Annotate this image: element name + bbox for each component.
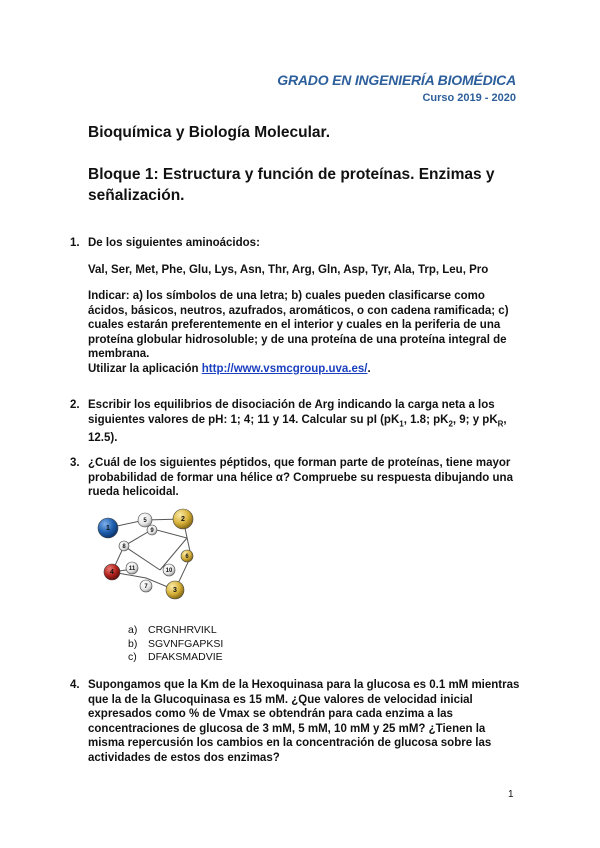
residue-label-7: 7 xyxy=(144,584,148,591)
app-suffix: . xyxy=(367,362,371,375)
app-link[interactable]: http://www.vsmcgroup.uva.es/ xyxy=(201,362,368,375)
question-number: 1. xyxy=(70,237,80,249)
residue-label-5: 5 xyxy=(143,518,147,525)
option-letter: c) xyxy=(128,651,137,663)
question-text-part: , 9; y pK xyxy=(452,413,498,426)
residue-label-9: 9 xyxy=(150,528,154,535)
question-text: Supongamos que la Km de la Hexoquinasa para la glucosa es 0.1 mM mientras que la de la Glucoquinasa es 15 mM. ¿Que valores de velocidad inicial expresados como % de Vmax se obtendrán para cada enzima a las concentraciones de glucosa de 3 mM, 5 mM, 10 mM y 25 mM? ¿Tienen la misma repercusión los cambios en la concentración de glucosa sobre las actividades de estos dos enzimas? xyxy=(88,679,520,764)
question-text: ¿Cuál de los siguientes péptidos, que forman parte de proteínas, tiene mayor probabilidad de formar una hélice α? Compruebe su respuesta dibujando una rueda helicoidal. xyxy=(88,457,513,498)
helical-wheel-diagram xyxy=(88,506,208,610)
page-number: 1 xyxy=(508,789,514,800)
question-2 xyxy=(70,398,520,446)
course-title: Bioquímica y Biología Molecular. xyxy=(88,124,331,141)
option-sequence: DFAKSMADVIE xyxy=(148,651,223,663)
question-4 xyxy=(70,678,520,765)
amino-acid-list: Val, Ser, Met, Phe, Glu, Lys, Asn, Thr, Arg, Gln, Asp, Tyr, Ala, Trp, Leu, Pro xyxy=(88,263,489,276)
question-number: 2. xyxy=(70,399,80,411)
question-instructions: Indicar: a) los símbolos de una letra; b) cuales pueden clasificarse como ácidos, básicos, neutros, azufrados, aromáticos, o con cadena ramificada; c) cuales estarán preferentemente en el interior y cuales en la periferia de una proteína globular hidrosoluble; y de una proteína de una proteína integral de membrana. xyxy=(88,290,509,360)
peptide-option-c xyxy=(128,651,223,665)
residue-label-8: 8 xyxy=(122,544,126,551)
subscript: R xyxy=(497,418,504,428)
question-number: 4. xyxy=(70,679,80,691)
question-text-part: , 1.8; pK xyxy=(403,413,449,426)
residue-label-11: 11 xyxy=(128,566,136,573)
app-line xyxy=(88,362,520,377)
question-text-part: , 12.5). xyxy=(88,413,507,445)
residue-label-10: 10 xyxy=(165,568,173,575)
question-1 xyxy=(70,236,520,376)
question-number: 3. xyxy=(70,457,80,469)
subscript: 2 xyxy=(448,418,453,428)
option-sequence: CRGNHRVIKL xyxy=(148,624,217,636)
program-title: GRADO EN INGENIERÍA BIOMÉDICA xyxy=(277,72,516,88)
block-title: Bloque 1: Estructura y función de proteínas. Enzimas y señalización. xyxy=(88,166,495,204)
question-prompt: De los siguientes aminoácidos: xyxy=(88,237,260,249)
residue-label-1: 1 xyxy=(106,525,110,533)
question-3 xyxy=(70,456,520,500)
course-year: Curso 2019 - 2020 xyxy=(422,92,516,104)
option-sequence: SGVNFGAPKSI xyxy=(148,637,224,650)
option-letter: a) xyxy=(128,624,138,636)
subscript: 1 xyxy=(399,418,404,428)
app-prefix: Utilizar la aplicación xyxy=(88,362,202,375)
residue-label-3: 3 xyxy=(173,587,177,595)
question-text-part: Escribir los equilibrios de disociación de Arg indicando la carga neta a los siguientes valores de pH: 1; 4; 11 y 14. Calcular su pI (pK xyxy=(88,399,495,426)
residue-label-4: 4 xyxy=(110,569,114,577)
residue-label-2: 2 xyxy=(181,516,185,524)
peptide-option-b xyxy=(128,638,223,652)
peptide-option-a xyxy=(128,624,223,638)
residue-label-6: 6 xyxy=(185,554,189,561)
option-letter: b) xyxy=(128,637,138,650)
peptide-options xyxy=(128,624,223,665)
question-text xyxy=(88,398,520,446)
